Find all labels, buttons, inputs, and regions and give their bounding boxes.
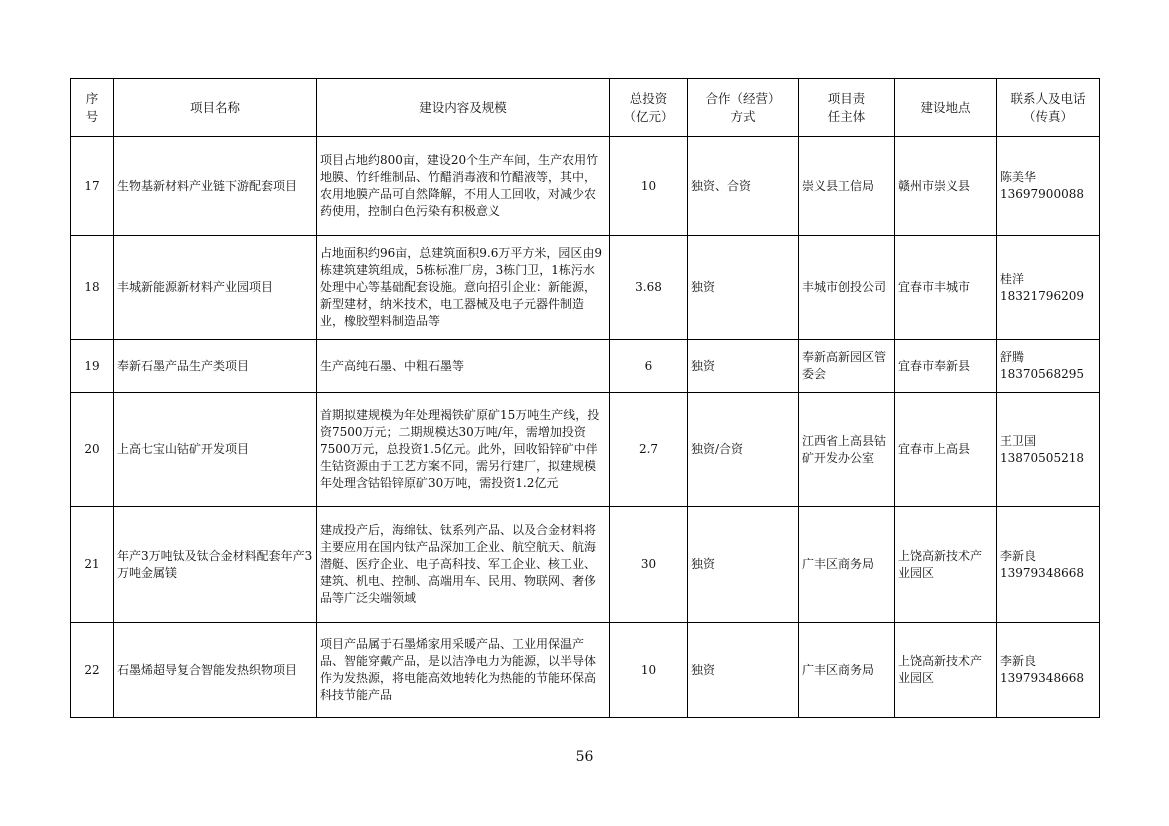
row-seq: 21 xyxy=(71,507,114,623)
table-row xyxy=(71,340,1100,393)
row-owner: 江西省上高县钴矿开发办公室 xyxy=(799,393,895,507)
page-number: 56 xyxy=(575,749,594,765)
row-name: 年产3万吨钛及钛合金材料配套年产3万吨金属镁 xyxy=(114,507,317,623)
contact-phone: 13979348668 xyxy=(1000,671,1084,685)
header-invest: 总投资 （亿元） xyxy=(610,79,688,137)
row-coop: 独资 xyxy=(688,507,799,623)
row-coop: 独资/合资 xyxy=(688,393,799,507)
table-row xyxy=(71,236,1100,340)
row-seq: 20 xyxy=(71,393,114,507)
row-owner: 广丰区商务局 xyxy=(799,623,895,718)
header-seq: 序 号 xyxy=(71,79,114,137)
row-contact xyxy=(997,340,1100,393)
contact-name: 李新良 xyxy=(1000,654,1037,668)
header-name: 项目名称 xyxy=(114,79,317,137)
contact-phone: 13870505218 xyxy=(1000,450,1084,465)
row-name: 生物基新材料产业链下游配套项目 xyxy=(114,137,317,236)
row-content: 生产高纯石墨、中粗石墨等 xyxy=(317,340,610,393)
contact-phone: 18321796209 xyxy=(1000,288,1084,303)
row-coop: 独资 xyxy=(688,623,799,718)
row-seq: 17 xyxy=(71,137,114,236)
row-name: 丰城新能源新材料产业园项目 xyxy=(114,236,317,340)
row-invest: 6 xyxy=(610,340,688,393)
row-contact xyxy=(997,393,1100,507)
row-content: 建成投产后，海绵钛、钛系列产品、以及合金材料将主要应用在国内钛产品深加工企业、航空航天、航海潜艇、医疗企业、电子高科技、军工企业、核工业、建筑、机电、控制、高端用车、民用、物联网、奢侈品等广泛尖端领域 xyxy=(317,507,610,623)
row-owner: 奉新高新园区管委会 xyxy=(799,340,895,393)
table-row xyxy=(71,393,1100,507)
row-seq: 19 xyxy=(71,340,114,393)
row-location: 宜春市丰城市 xyxy=(895,236,997,340)
contact-name: 陈美华 xyxy=(1000,170,1037,184)
contact-name: 舒腾 xyxy=(1000,350,1025,364)
row-owner: 崇义县工信局 xyxy=(799,137,895,236)
row-location: 宜春市奉新县 xyxy=(895,340,997,393)
project-table-container xyxy=(70,78,1099,718)
row-invest: 10 xyxy=(610,623,688,718)
row-content: 占地面积约96亩，总建筑面积9.6万平方米，园区由9栋建筑建筑组成，5栋标准厂房，3栋门卫，1栋污水处理中心等基础配套设施。意向招引企业：新能源，新型建材，纳米技术，电工器械及电子元器件制造业，橡胶塑料制造品等 xyxy=(317,236,610,340)
row-location: 赣州市崇义县 xyxy=(895,137,997,236)
header-content: 建设内容及规模 xyxy=(317,79,610,137)
row-content: 项目占地约800亩，建设20个生产车间，生产农用竹地膜、竹纤维制品、竹醋消毒液和竹醋液等，其中，农用地膜产品可自然降解，不用人工回收，对减少农药使用，控制白色污染有积极意义 xyxy=(317,137,610,236)
header-contact: 联系人及电话 （传真） xyxy=(997,79,1100,137)
row-invest: 3.68 xyxy=(610,236,688,340)
table-row xyxy=(71,507,1100,623)
contact-phone: 13697900088 xyxy=(1000,187,1084,201)
row-coop: 独资 xyxy=(688,236,799,340)
contact-name: 桂洋 xyxy=(1000,271,1025,286)
contact-phone: 18370568295 xyxy=(1000,367,1084,381)
table-row xyxy=(71,623,1100,718)
row-invest: 2.7 xyxy=(610,393,688,507)
contact-name: 王卫国 xyxy=(1000,433,1037,448)
row-invest: 30 xyxy=(610,507,688,623)
row-content: 项目产品属于石墨烯家用采暖产品、工业用保温产品、智能穿戴产品，是以洁净电力为能源，以半导体作为发热源，将电能高效地转化为热能的节能环保高科技节能产品 xyxy=(317,623,610,718)
contact-phone: 13979348668 xyxy=(1000,565,1084,580)
table-row xyxy=(71,137,1100,236)
row-contact xyxy=(997,236,1100,340)
row-location: 上饶高新技术产业园区 xyxy=(895,507,997,623)
row-name: 石墨烯超导复合智能发热织物项目 xyxy=(114,623,317,718)
row-location: 上饶高新技术产业园区 xyxy=(895,623,997,718)
header-coop: 合作（经营） 方式 xyxy=(688,79,799,137)
row-contact xyxy=(997,507,1100,623)
row-seq: 18 xyxy=(71,236,114,340)
row-seq: 22 xyxy=(71,623,114,718)
row-owner: 丰城市创投公司 xyxy=(799,236,895,340)
header-owner: 项目责 任主体 xyxy=(799,79,895,137)
row-name: 上高七宝山钴矿开发项目 xyxy=(114,393,317,507)
header-location: 建设地点 xyxy=(895,79,997,137)
header-row xyxy=(71,79,1100,137)
row-location: 宜春市上高县 xyxy=(895,393,997,507)
row-content: 首期拟建规模为年处理褐铁矿原矿15万吨生产线，投资7500万元；二期规模达30万吨/年，需增加投资7500万元，总投资1.5亿元。此外，回收铅锌矿中伴生钴资源由于工艺方案不同，需另行建厂，拟建规模年处理含钴铅锌原矿30万吨，需投资1.2亿元 xyxy=(317,393,610,507)
row-owner: 广丰区商务局 xyxy=(799,507,895,623)
contact-name: 李新良 xyxy=(1000,548,1037,563)
row-name: 奉新石墨产品生产类项目 xyxy=(114,340,317,393)
row-contact xyxy=(997,623,1100,718)
row-invest: 10 xyxy=(610,137,688,236)
project-table xyxy=(70,78,1100,718)
row-coop: 独资、合资 xyxy=(688,137,799,236)
row-contact xyxy=(997,137,1100,236)
row-coop: 独资 xyxy=(688,340,799,393)
